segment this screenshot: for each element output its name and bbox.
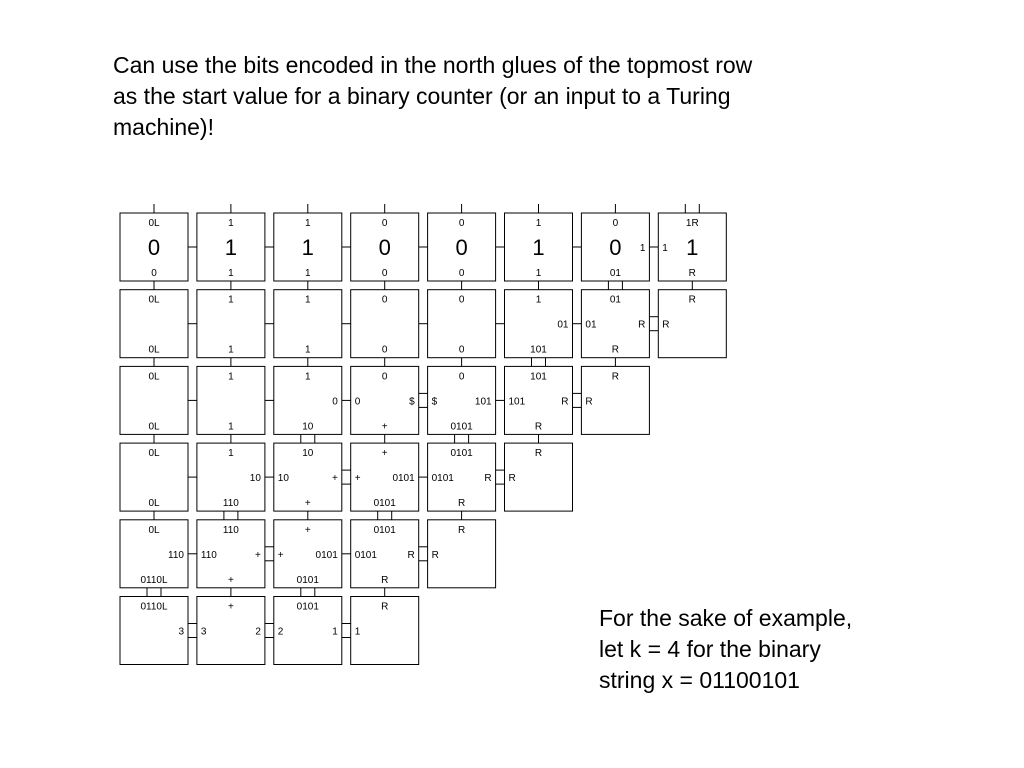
tile-r5c2: [274, 597, 351, 665]
north-glue-label: +: [227, 601, 234, 613]
north-glue-label: R: [611, 371, 620, 383]
tile-bit-value: 0: [609, 235, 622, 260]
tile-r2c1: [197, 366, 274, 443]
north-glue-label: 0L: [148, 371, 160, 383]
south-glue-label: 1: [305, 268, 311, 279]
example-note-line: string x = 01100101: [599, 667, 800, 693]
west-glue-label: 0101: [354, 549, 377, 561]
south-glue-label: 0: [458, 344, 465, 356]
south-glue-label: 0: [458, 268, 465, 279]
tile-r0c5: [505, 204, 582, 290]
tile-r5c1: [197, 597, 274, 665]
east-glue-label: R: [561, 396, 569, 408]
north-glue-label: 1: [305, 218, 311, 229]
tile-bit-value: 0: [455, 235, 468, 260]
tile-r0c2: [274, 204, 351, 290]
west-glue-label: 3: [200, 626, 207, 638]
tile-r3c0: [120, 443, 197, 520]
west-glue-label: 01: [585, 319, 597, 331]
tile-r3c2: [274, 443, 351, 520]
tile-r3c1: [197, 443, 274, 520]
south-glue-label: 0: [151, 268, 157, 279]
tile-r0c4: [428, 204, 505, 290]
north-glue-label: 0: [381, 218, 388, 229]
south-glue-label: R: [457, 498, 466, 510]
tile-r1c3: [351, 290, 428, 367]
east-glue-label: R: [407, 549, 415, 561]
tile-r0c0: [120, 204, 197, 290]
north-glue-label: 0: [458, 294, 465, 306]
north-glue-label: 0L: [148, 524, 160, 536]
tile-r4c0: [120, 520, 197, 597]
south-glue-label: 0: [381, 344, 388, 356]
south-glue-label: 1: [535, 268, 542, 279]
south-glue-label: 1: [228, 268, 234, 279]
south-glue-label: R: [688, 268, 696, 279]
east-glue-label: 0101: [315, 549, 338, 561]
south-glue-label: +: [304, 498, 311, 510]
tile-r5c0: [120, 597, 197, 665]
south-glue-label: R: [534, 421, 543, 433]
tile-bit-value: 0: [378, 235, 391, 260]
north-glue-label: 101: [530, 371, 547, 383]
north-glue-label: 0101: [373, 524, 396, 536]
tile-r1c4: [428, 290, 505, 367]
tile-r1c0: [120, 290, 197, 367]
tile-r2c2: [274, 366, 351, 443]
south-glue-label: 110: [222, 498, 239, 510]
south-glue-label: 0: [381, 268, 388, 279]
north-glue-label: 0: [458, 218, 465, 229]
south-glue-label: 10: [302, 421, 314, 433]
north-glue-label: 0: [381, 371, 388, 383]
north-glue-label: 1: [228, 371, 234, 383]
tile-bit-value: 1: [532, 235, 545, 260]
east-glue-label: 0: [332, 396, 338, 408]
north-glue-label: 1: [228, 218, 234, 229]
south-glue-label: 0101: [373, 498, 396, 510]
tile-r1c6: [581, 290, 658, 367]
west-glue-label: 110: [200, 549, 217, 561]
tile-r2c6: [581, 366, 649, 434]
south-glue-label: 0101: [296, 574, 319, 586]
west-glue-label: 10: [277, 473, 289, 485]
east-glue-label: 110: [168, 549, 184, 561]
east-glue-label: 101: [474, 396, 492, 408]
west-glue-label: R: [662, 319, 670, 331]
tile-r1c1: [197, 290, 274, 367]
south-glue-label: 0110L: [140, 574, 168, 586]
east-glue-label: 01: [557, 319, 569, 331]
west-glue-label: 101: [508, 396, 526, 408]
north-glue-label: R: [457, 524, 466, 536]
north-glue-label: 0: [381, 294, 388, 306]
caption-line: as the start value for a binary counter (or an input to a Turing: [113, 83, 731, 109]
east-glue-label: +: [331, 473, 338, 485]
example-note-line: For the sake of example,: [599, 605, 853, 631]
south-glue-label: 0L: [148, 421, 160, 433]
north-glue-label: 0L: [148, 218, 160, 229]
north-glue-label: 0L: [148, 294, 160, 306]
north-glue-label: R: [534, 448, 543, 460]
tile-r2c3: [351, 366, 428, 443]
tile-r3c4: [428, 443, 505, 520]
east-glue-label: R: [638, 319, 646, 331]
north-glue-label: 1: [305, 371, 311, 383]
tile-r2c0: [120, 366, 197, 443]
west-glue-label: +: [277, 549, 284, 561]
south-glue-label: 0L: [148, 344, 160, 356]
south-glue-label: 1: [228, 344, 234, 356]
west-glue-label: 0101: [431, 473, 454, 485]
south-glue-label: R: [381, 574, 389, 586]
east-glue-label: 1: [332, 626, 338, 638]
north-glue-label: 0101: [296, 601, 319, 613]
east-glue-label: 10: [249, 473, 261, 485]
north-glue-label: 1: [228, 294, 234, 306]
west-glue-label: $: [431, 396, 438, 408]
tile-r0c1: [197, 204, 274, 290]
north-glue-label: 1: [535, 294, 542, 306]
north-glue-label: 1: [305, 294, 311, 306]
south-glue-label: 0L: [148, 498, 160, 510]
west-glue-label: R: [585, 396, 593, 408]
tile-bit-value: 0: [147, 235, 161, 260]
north-glue-label: 0101: [450, 448, 473, 460]
east-glue-label: +: [255, 549, 261, 561]
north-glue-label: 1R: [685, 218, 699, 229]
example-note: [599, 603, 852, 696]
south-glue-label: 101: [530, 344, 547, 356]
east-glue-label: R: [484, 473, 492, 485]
example-note-line: let k = 4 for the binary: [599, 636, 821, 662]
tile-r3c3: [351, 443, 428, 520]
east-glue-label: 2: [255, 626, 261, 638]
north-glue-label: 0: [458, 371, 465, 383]
east-glue-label: 1: [639, 243, 646, 254]
west-glue-label: 0: [354, 396, 361, 408]
south-glue-label: +: [227, 574, 234, 586]
tile-r3c5: [505, 443, 573, 511]
west-glue-label: +: [354, 473, 361, 485]
tile-r2c4: [428, 366, 505, 443]
east-glue-label: 3: [178, 626, 184, 638]
north-glue-label: 10: [302, 448, 314, 460]
caption-line: machine)!: [113, 114, 214, 140]
south-glue-label: 1: [228, 421, 234, 433]
tile-r2c5: [505, 366, 582, 443]
east-glue-label: $: [409, 396, 415, 408]
tile-r4c3: [351, 520, 428, 597]
west-glue-label: R: [508, 473, 516, 485]
east-glue-label: 0101: [392, 473, 415, 485]
tile-r5c3: [351, 597, 419, 665]
tile-r4c2: [274, 520, 351, 597]
south-glue-label: 0101: [450, 421, 473, 433]
west-glue-label: R: [431, 549, 439, 561]
tile-r0c3: [351, 204, 428, 290]
tile-bit-value: 1: [224, 235, 238, 260]
west-glue-label: 2: [277, 626, 284, 638]
tile-bit-value: 1: [301, 235, 314, 260]
tile-r4c1: [197, 520, 274, 597]
north-glue-label: R: [381, 601, 389, 613]
tile-r0c6: [581, 204, 658, 290]
tile-r4c4: [428, 520, 496, 588]
west-glue-label: 1: [662, 243, 668, 254]
south-glue-label: 01: [609, 268, 621, 279]
north-glue-label: 1: [228, 448, 234, 460]
tile-r1c2: [274, 290, 351, 367]
tile-r1c7: [658, 290, 726, 358]
north-glue-label: 0L: [148, 448, 160, 460]
north-glue-label: 01: [609, 294, 621, 306]
north-glue-label: 0: [612, 218, 619, 229]
south-glue-label: 1: [305, 344, 311, 356]
tile-r0c7: [658, 204, 726, 290]
north-glue-label: +: [381, 448, 388, 460]
tile-bit-value: 1: [686, 235, 699, 260]
north-glue-label: 0110L: [140, 601, 168, 613]
north-glue-label: +: [304, 524, 311, 536]
north-glue-label: 110: [222, 524, 239, 536]
south-glue-label: +: [381, 421, 388, 433]
west-glue-label: 1: [354, 626, 361, 638]
north-glue-label: R: [688, 294, 696, 306]
tile-r1c5: [505, 290, 582, 367]
south-glue-label: R: [611, 344, 620, 356]
caption-line: Can use the bits encoded in the north glues of the topmost row: [113, 52, 753, 78]
north-glue-label: 1: [535, 218, 542, 229]
